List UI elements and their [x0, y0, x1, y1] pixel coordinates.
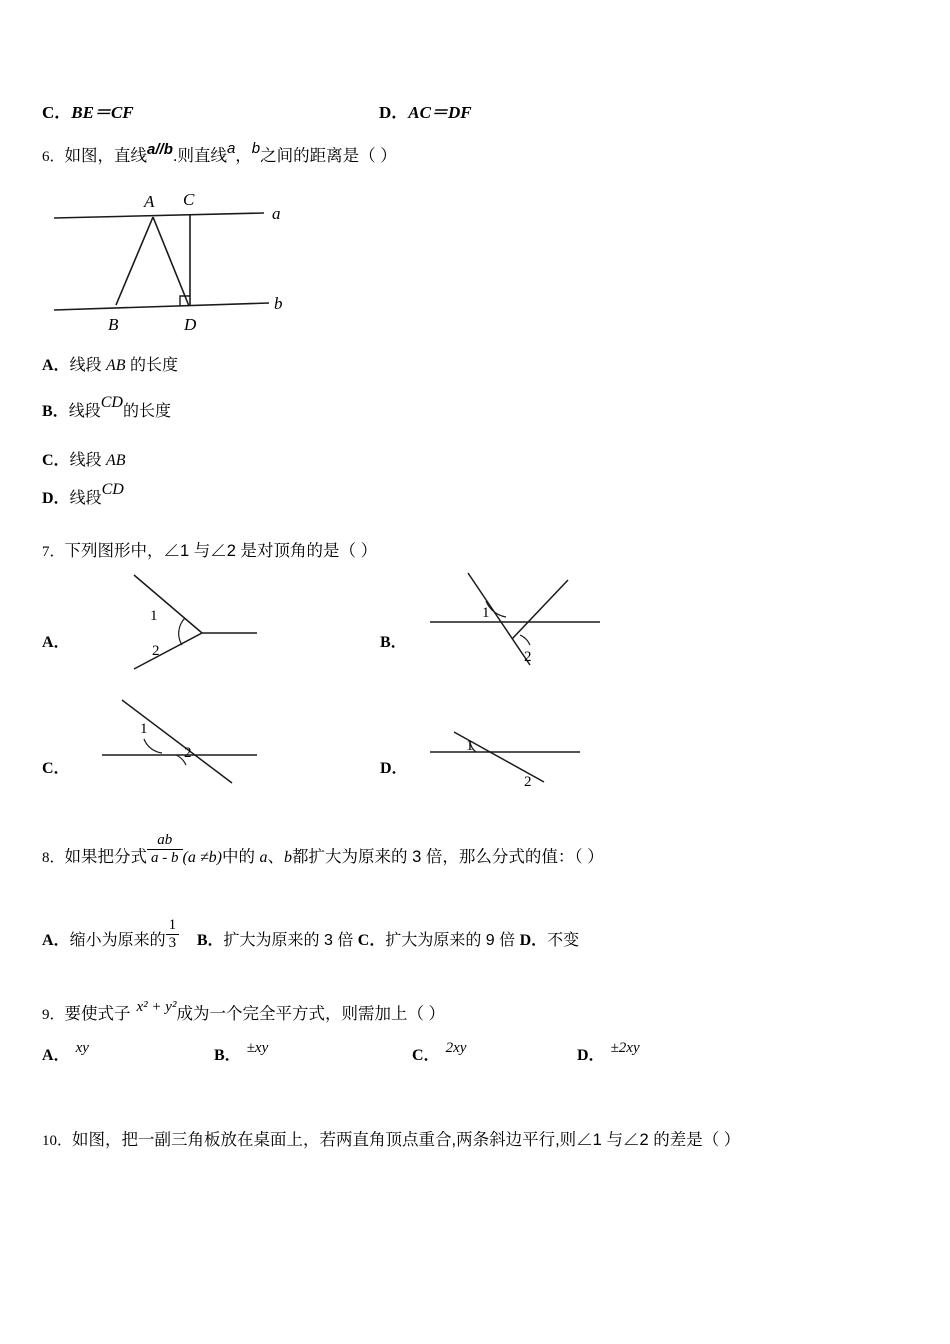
question6-option-a	[42, 352, 178, 375]
question6-option-c	[42, 447, 126, 470]
fraction-denominator: 3	[168, 934, 177, 951]
question9-option-b	[214, 1042, 268, 1065]
question9-stem	[42, 1000, 445, 1024]
fraction-denominator: a - b	[151, 850, 179, 867]
option-b-post: 的长度	[122, 403, 171, 420]
question6-figure	[44, 175, 294, 340]
question7-option-d-figure	[420, 710, 610, 800]
question6-stem	[42, 142, 397, 166]
question9-expression: x² + y²	[136, 999, 177, 1015]
question7-option-a-label: A．	[42, 634, 70, 651]
option-b-label: B．	[42, 403, 69, 420]
svg-text:D: D	[184, 315, 197, 334]
question7-stem	[42, 537, 377, 561]
question8-var-b: b	[284, 849, 293, 867]
question8-var-a: a	[259, 849, 268, 867]
question9-option-a-label: A．	[42, 1047, 70, 1064]
question8-options	[42, 917, 580, 958]
option-a-post: 的长度	[130, 357, 179, 374]
fraction-numerator: ab	[147, 832, 183, 850]
question10-stem	[42, 1126, 740, 1150]
question8-number: 8．	[42, 850, 65, 867]
question8-option-c-text: 扩大为原来的 9 倍	[385, 932, 516, 950]
option-d-math: CD	[101, 481, 124, 498]
svg-text:2: 2	[524, 774, 532, 790]
question9-option-c	[412, 1042, 466, 1065]
question7-option-c-label: C．	[42, 760, 70, 777]
svg-text:a: a	[272, 204, 281, 223]
question6-comma: ，	[235, 147, 252, 165]
question10-number: 10．	[42, 1133, 73, 1149]
option-a-pre: 线段	[69, 357, 102, 374]
question8-option-a-label: A．	[42, 932, 70, 950]
question8-option-d-text: 不变	[547, 932, 580, 950]
svg-text:B: B	[108, 315, 119, 334]
question8-option-a-fraction	[166, 917, 180, 951]
option-c-text: BE＝CF	[71, 103, 134, 122]
option-a-label: A．	[42, 357, 70, 374]
option-c-math: AB	[106, 452, 126, 469]
question10-stem-text: 如图，把一副三角板放在桌面上，若两直角顶点重合,两条斜边平行,则∠1 与∠2 的差是（ ）	[72, 1131, 741, 1149]
option-a-math: AB	[106, 357, 126, 374]
option-d-pre: 线段	[69, 490, 102, 507]
option-d-label: D．	[42, 490, 70, 507]
question5-option-d	[379, 98, 472, 123]
question6-option-d	[42, 481, 124, 508]
option-d-label: D．	[379, 103, 409, 122]
question9-option-d-expr: ±2xy	[610, 1040, 640, 1056]
svg-text:1: 1	[150, 608, 158, 624]
question8-option-b-label: B．	[196, 932, 224, 950]
question8-option-a-text: 缩小为原来的	[69, 932, 166, 950]
question9-stem-part2: 成为一个完全平方式，则需加上（ ）	[176, 1005, 446, 1023]
question9-option-a-expr: xy	[75, 1040, 89, 1056]
question8-option-b-text: 扩大为原来的 3 倍	[223, 932, 354, 950]
option-c-pre: 线段	[69, 452, 102, 469]
question8-stem-part2: 中的	[221, 848, 255, 867]
question6-condition: a//b	[147, 141, 173, 158]
svg-text:1: 1	[140, 721, 148, 737]
question9-option-c-expr: 2xy	[445, 1040, 467, 1056]
option-c-label: C．	[42, 452, 70, 469]
question7-option-b-figure	[420, 565, 610, 695]
question9-number: 9．	[42, 1007, 65, 1023]
question9-option-c-label: C．	[412, 1047, 440, 1064]
question9-option-b-expr: ±xy	[246, 1040, 269, 1056]
question7-option-d-label: D．	[380, 760, 408, 777]
question7-number: 7．	[42, 544, 65, 560]
svg-text:C: C	[183, 190, 195, 209]
question9-stem-part1: 要使式子	[64, 1005, 131, 1023]
question8-condition: (a ≠b)	[182, 849, 222, 867]
svg-text:b: b	[274, 294, 283, 313]
question7-option-c-figure	[82, 695, 262, 795]
question8-sep: 、	[267, 848, 285, 867]
option-b-pre: 线段	[68, 403, 101, 420]
option-c-label: C．	[42, 103, 72, 122]
question7-option-a-figure	[82, 565, 262, 695]
question7-options-grid	[42, 565, 742, 795]
question6-number: 6．	[42, 149, 65, 165]
question8-stem-part1: 如果把分式	[64, 848, 148, 867]
svg-text:2: 2	[152, 643, 160, 659]
question5-option-c	[42, 98, 134, 123]
question7-option-b-label: B．	[380, 634, 407, 651]
option-b-math: CD	[100, 394, 123, 411]
question6-option-b	[42, 394, 171, 421]
question7-stem-text: 下列图形中，∠1 与∠2 是对顶角的是（ ）	[64, 542, 378, 560]
svg-text:2: 2	[184, 745, 192, 761]
question8-stem	[42, 832, 604, 876]
question8-option-d-label: D．	[519, 932, 548, 950]
fraction-numerator: 1	[166, 917, 180, 935]
question8-fraction	[147, 832, 183, 868]
question6-var-a: a	[226, 140, 236, 157]
question8-option-c-label: C．	[357, 932, 386, 950]
question6-stem-part3: 之间的距离是（ ）	[260, 147, 397, 165]
question9-option-b-label: B．	[214, 1047, 241, 1064]
question9-option-d-label: D．	[577, 1047, 605, 1064]
question6-stem-part2: .则直线	[172, 147, 227, 165]
svg-text:1: 1	[482, 605, 490, 621]
svg-text:1: 1	[466, 738, 474, 754]
question9-option-d	[577, 1042, 640, 1065]
question9-option-a	[42, 1042, 89, 1065]
question6-var-b: b	[251, 140, 261, 157]
svg-text:2: 2	[524, 649, 532, 665]
svg-text:A: A	[144, 192, 155, 211]
option-d-text: AC＝DF	[408, 103, 472, 122]
question6-stem-part1: 如图，直线	[64, 147, 148, 165]
question8-stem-part3: 都扩大为原来的 3 倍，那么分式的值：（ ）	[292, 848, 604, 867]
